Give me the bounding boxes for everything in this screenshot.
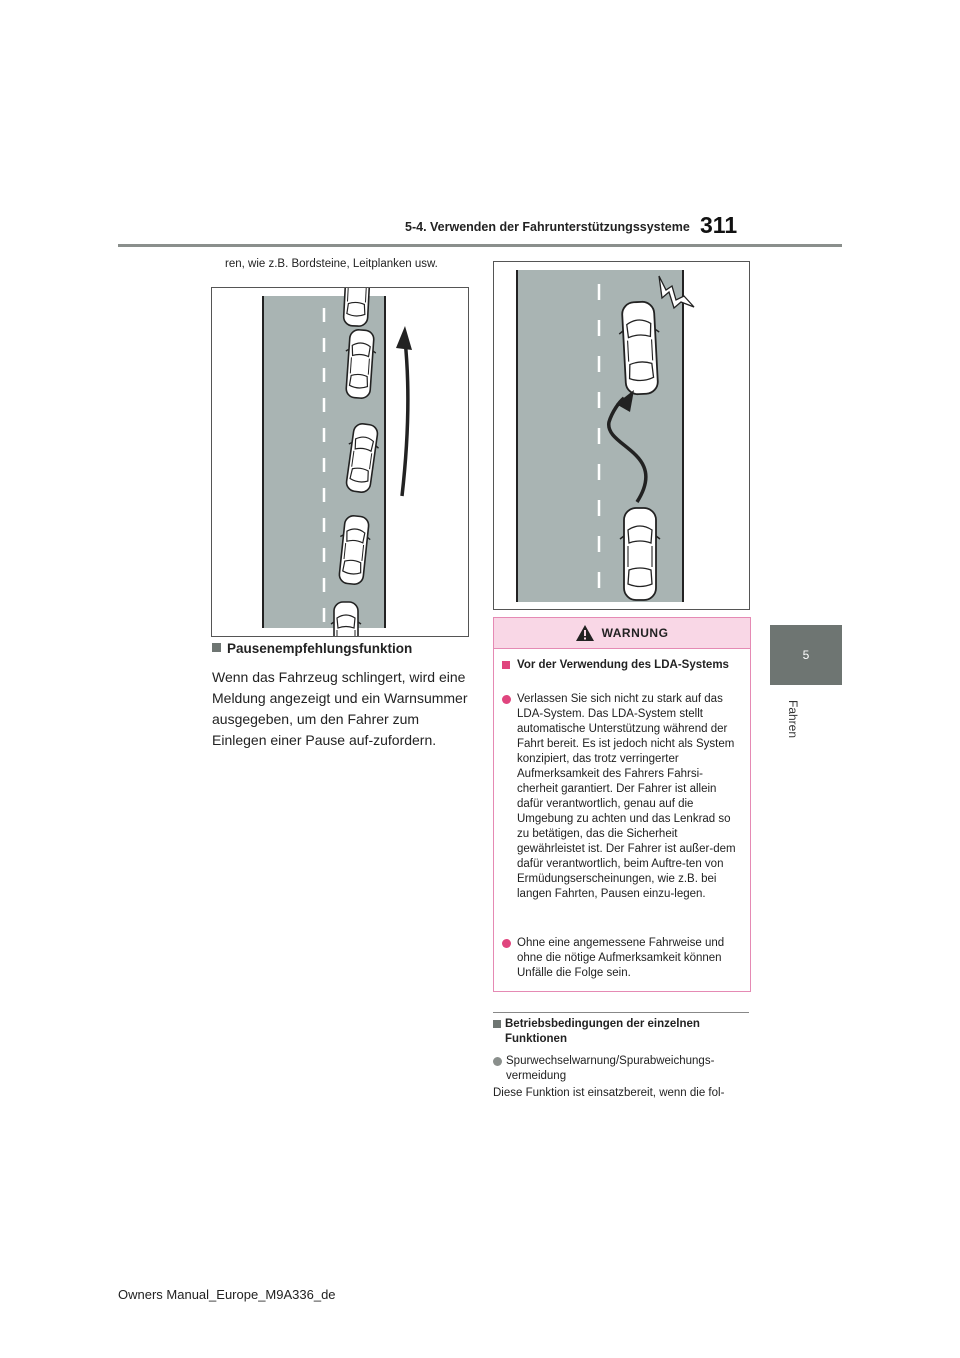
chapter-tab[interactable] [770, 625, 842, 685]
weaving-car-svg [212, 288, 468, 636]
footer-text: Owners Manual_Europe_M9A336_de [118, 1287, 336, 1302]
conditions-heading: Betriebsbedingungen der einzelnen Funktionen [493, 1017, 749, 1047]
section-title: 5-4. Verwenden der Fahrunterstützungssysteme [405, 220, 690, 234]
chapter-number: 5 [802, 648, 810, 662]
warning-subheading: Vor der Verwendung des LDA-Systems [502, 658, 742, 673]
intro-text: ren, wie z.B. Bordsteine, Leitplanken usw. [225, 258, 438, 270]
square-bullet-icon [502, 661, 510, 669]
section-body: Wenn das Fahrzeug schlingert, wird eine Meldung angezeigt und ein Warnsummer ausgegeben, um den Fahrer zum Einlegen einer Pause auf-zufordern. [212, 669, 468, 748]
warning-title: WARNUNG [601, 626, 669, 640]
arrow-up-icon [396, 326, 412, 350]
car-icon [331, 602, 361, 636]
warning-triangle-icon [576, 625, 594, 641]
page-number: 311 [700, 212, 738, 238]
lane-departure-svg [494, 262, 749, 609]
circle-bullet-icon [502, 939, 511, 948]
header-divider [118, 244, 842, 247]
warning-bullet: Verlassen Sie sich nicht zu stark auf das LDA-System. Das LDA-System stellt automatische Unterstützung während der Fahrt bereit. Es ist jedoch nicht als System konzipiert, das trotz verringerter Aufmerksamkeit des Fahrers Fahrsi-cherheit garantiert. Der Fahrer ist allein dafür verantwortlich, genau auf die Umgebung zu achten und das Lenkrad so zu betätigen, das die Sicherheit gewährleistet ist. Der Fahrer ist außer-dem dafür verantwortlich, beim Auftre-ten von Ermüdungserscheinungen, wie z.B. bei langen Fahrten, Pausen einzu-legen. [502, 692, 738, 902]
warning-bullet: Ohne eine angemessene Fahrweise und ohne die nötige Aufmerksamkeit können Unfälle die Folge sein. [502, 936, 738, 981]
divider [493, 1012, 749, 1013]
circle-bullet-icon [493, 1057, 502, 1066]
conditions-bullet: Spurwechselwarnung/Spurabweichungs-vermeidung [493, 1054, 749, 1084]
warning-header [494, 618, 750, 649]
circle-bullet-icon [502, 695, 511, 704]
chapter-label: Fahren [786, 700, 800, 739]
lane-departure-illustration [493, 261, 750, 610]
square-bullet-icon [493, 1020, 501, 1028]
conditions-text: Diese Funktion ist einsatzbereit, wenn die fol- [493, 1087, 725, 1099]
car-icon [620, 508, 660, 600]
section-heading: Pausenempfehlungsfunktion [212, 641, 412, 656]
square-bullet-icon [212, 643, 221, 652]
weaving-car-illustration [211, 287, 469, 637]
warning-box [493, 617, 751, 992]
